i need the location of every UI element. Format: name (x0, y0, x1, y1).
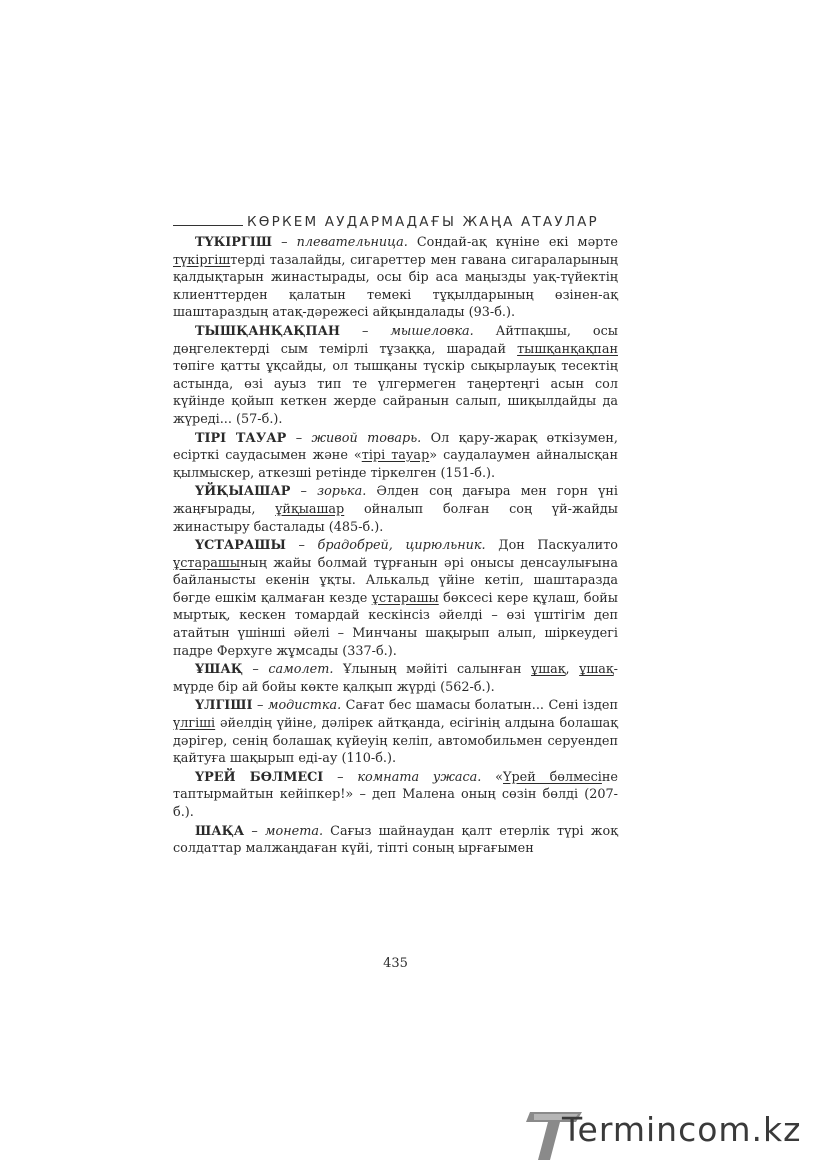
page-content (173, 208, 618, 859)
entry-translation: самолет. (268, 662, 334, 678)
dictionary-entry: ҰШАҚ – самолет. Ұлының мәйіті салынған ұшақ, ұшақ-мүрде бір ай бойы көкте қалқып жүрді (562-б.). (173, 662, 618, 695)
termincom-logo[interactable] (524, 1108, 824, 1164)
entry-term: ШАҚА (195, 823, 245, 839)
entry-translation: модистка. (267, 698, 342, 714)
dictionary-entries (173, 234, 618, 858)
underlined-term: ұшақ (531, 662, 566, 678)
entry-term: ҮСТАРАШЫ (195, 538, 286, 554)
entry-term: ҮЙҚЫАШАР (195, 484, 291, 500)
header-rule (173, 225, 243, 226)
dictionary-entry: ТЫШҚАНҚАҚПАН – мышеловка. Айтпақшы, осы дөңгелектерді сым темірлі тұзаққа, шарадай тышқанқақпан төпіге қатты ұқсайды, ол тышқаны түскір сықырлауық тесектің астында, өзі ауыз тип те үлгермеген таңертеңгі асын сол күйінде қойып кеткен жерде сайранын салып, шиқылдайды да жүреді... (57-б.). (173, 323, 618, 427)
entry-term: ТІРІ ТАУАР (195, 430, 287, 446)
entry-translation: комната ужаса. (357, 769, 482, 785)
entry-translation: живой товарь. (311, 430, 422, 446)
entry-translation: брадобрей, цирюльник. (317, 538, 486, 554)
entry-term: ҮЛГІШІ (195, 698, 253, 714)
dictionary-entry: ҮРЕЙ БӨЛМЕСІ – комната ужаса. «Үрей бөлмесіне таптырмайтын кейіпкер!» – деп Малена оның сөзін бөлді (207-б.). (173, 769, 618, 820)
entry-term: ҰШАҚ (195, 662, 243, 678)
dictionary-entry: ҮЛГІШІ – модистка. Сағат бес шамасы болатын... Сені іздеп үлгіші әйелдің үйіне, дәлірек айтқанда, есігінің алдына болашақ дәрігер, сенің болашақ күйеуің келіп, автомобильмен серуендеп қайтуға шақырып еді-ау (110-б.). (173, 698, 618, 767)
dictionary-entry: ҮСТАРАШЫ – брадобрей, цирюльник. Дон Паскуалито ұстарашының жайы болмай тұрғанын әрі онысы денсаулығына байланысты екенін ұқты. Алькальд үйіне кетіп, шаштаразда бөгде ешкім қалмаған кезде ұстарашы бөксесі кере құлаш, бойы мыртық, кескен томардай кескінсіз әйелді – өзі үштігім деп атайтын үшінші әйелі – Минчаны шақырып алып, шіркеудегі падре Ферхуге жұмсады (337-б.). (173, 538, 618, 659)
entry-term: ҮРЕЙ БӨЛМЕСІ (195, 769, 324, 785)
underlined-term: ұйқыашар (275, 501, 345, 517)
underlined-term: тышқанқақпан (517, 341, 618, 357)
entry-translation: монета. (264, 823, 324, 839)
entry-translation: зорька. (317, 484, 367, 500)
underlined-term: түкіргіш (173, 252, 231, 268)
page-number: 435 (383, 956, 408, 971)
underlined-term: ұшақ (579, 662, 614, 678)
underlined-term: ұстарашы (371, 590, 439, 606)
underlined-term: ұстарашы (173, 555, 241, 571)
dictionary-entry: ҮЙҚЫАШАР – зорька. Әлден соң дағыра мен горн үні жаңғырады, ұйқыашар ойналып болған соң үй-жайды жинастыру басталады (485-б.). (173, 484, 618, 535)
entry-translation: плевательница. (296, 235, 408, 250)
underlined-term: үлгіші (173, 716, 216, 732)
entry-term: ТҮКІРГІШ (195, 235, 272, 250)
header-title: КӨРКЕМ АУДАРМАДАҒЫ ЖАҢА АТАУЛАР (247, 214, 599, 230)
dictionary-entry: ШАҚА – монета. Сағыз шайнаудан қалт етерлік түрі жоқ солдаттар малжаңдаған күйі, тіпті соның ырғағымен (173, 823, 618, 857)
dictionary-entry: ТІРІ ТАУАР – живой товарь. Ол қару-жарақ өткізумен, есірткі саудасымен және «тірі тауар» саудалаумен айналысқан қылмыскер, аткезші ретінде тіркелген (151-б.). (173, 430, 618, 481)
underlined-term: тірі тауар (361, 448, 430, 464)
entry-translation: мышеловка. (390, 323, 474, 339)
underlined-term: Үрей бөлмесі (503, 769, 602, 785)
running-header (173, 208, 618, 230)
entry-term: ТЫШҚАНҚАҚПАН (195, 323, 341, 339)
logo-text: Termincom.kz (562, 1110, 802, 1149)
dictionary-entry: ТҮКІРГІШ – плевательница. Сондай-ақ күніне екі мәрте түкіргіштерді тазалайды, сигареттер мен гавана сигараларының қалдықтарын жинастырады, осы бір аса маңызды уақ-түйектің клиенттерден қалатын темекі тұқылдарының өзінен-ақ шаштараздың атақ-дәрежесі айқындалады (93-б.). (173, 235, 618, 321)
